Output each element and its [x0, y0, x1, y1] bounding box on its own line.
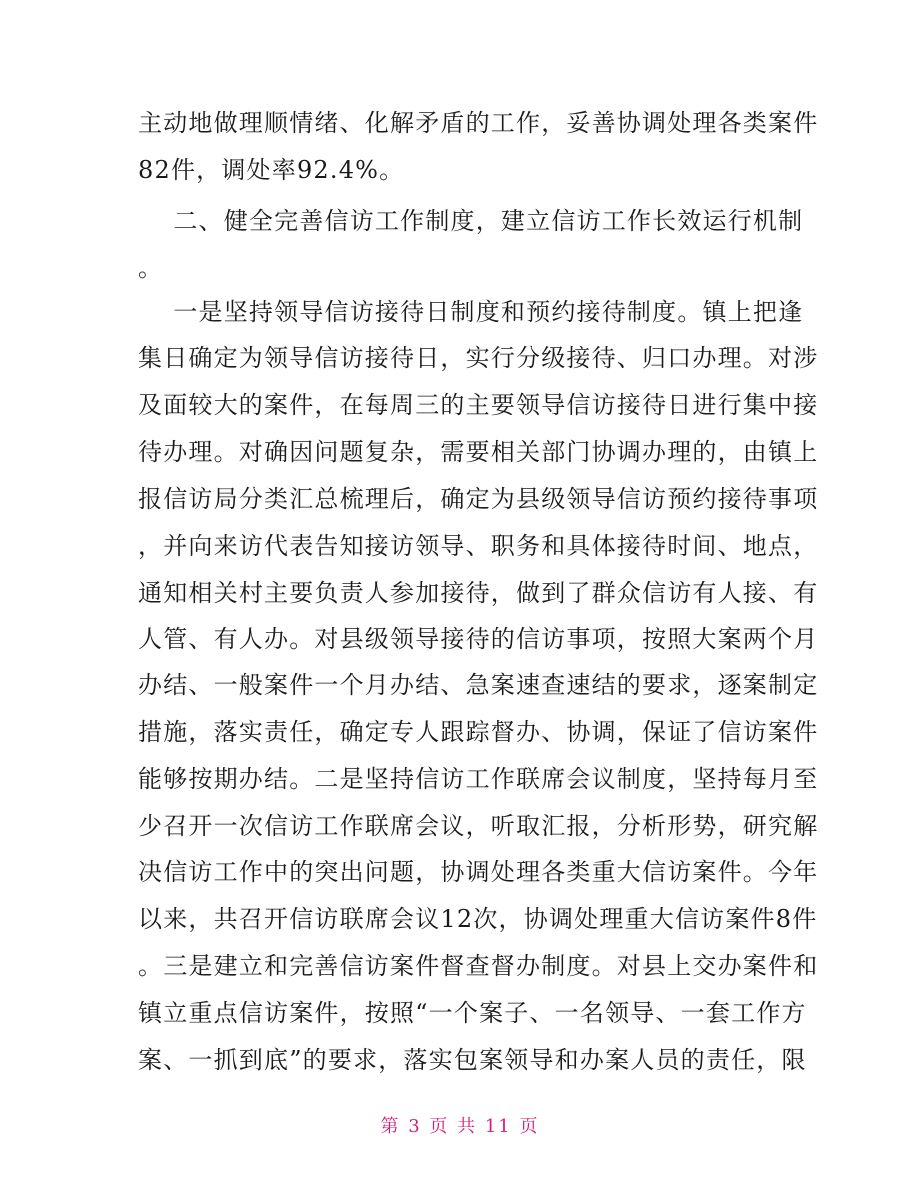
text-line: 二、健全完善信访工作制度，建立信访工作长效运行机制	[138, 207, 804, 235]
text-line: 以来，共召开信访联席会议12次，协调处理重大信访案件8件	[138, 905, 818, 933]
text-line: 。	[138, 254, 164, 282]
text-line: 通知相关村主要负责人参加接待，做到了群众信访有人接、有	[138, 579, 819, 607]
text-line: 主动地做理顺情绪、化解矛盾的工作，妥善协调处理各类案件	[138, 109, 819, 137]
text-line: 82件，调处率92.4%。	[138, 156, 405, 184]
text-line: 及面较大的案件，在每周三的主要领导信访接待日进行集中接	[138, 391, 819, 419]
text-line: 待办理。对确因问题复杂，需要相关部门协调办理的，由镇上	[138, 438, 819, 466]
text-line: 能够按期办结。二是坚持信访工作联席会议制度，坚持每月至	[138, 765, 819, 793]
text-line: 措施，落实责任，确定专人跟踪督办、协调，保证了信访案件	[138, 718, 819, 746]
text-line: 决信访工作中的突出问题，协调处理各类重大信访案件。今年	[138, 858, 819, 886]
text-line: 办结、一般案件一个月办结、急案速查速结的要求，逐案制定	[138, 671, 819, 699]
page-number-footer: 第 3 页 共 11 页	[380, 1116, 540, 1137]
text-line: 集日确定为领导信访接待日，实行分级接待、归口办理。对涉	[138, 344, 819, 372]
text-line: 。三是建立和完善信访案件督查督办制度。对县上交办案件和	[138, 952, 819, 980]
text-line: 一是坚持领导信访接待日制度和预约接待制度。镇上把逢	[138, 298, 804, 326]
text-line: 案、一抓到底”的要求，落实包案领导和办案人员的责任，限	[138, 1046, 807, 1074]
text-line: 人管、有人办。对县级领导接待的信访事项，按照大案两个月	[138, 625, 819, 653]
text-line: 镇立重点信访案件，按照“一个案子、一名领导、一套工作方	[138, 999, 807, 1027]
text-line: ，并向来访代表告知接访领导、职务和具体接待时间、地点，	[138, 532, 819, 560]
text-line: 少召开一次信访工作联席会议，听取汇报，分析形势，研究解	[138, 812, 819, 840]
text-line: 报信访局分类汇总梳理后，确定为县级领导信访预约接待事项	[138, 485, 819, 513]
